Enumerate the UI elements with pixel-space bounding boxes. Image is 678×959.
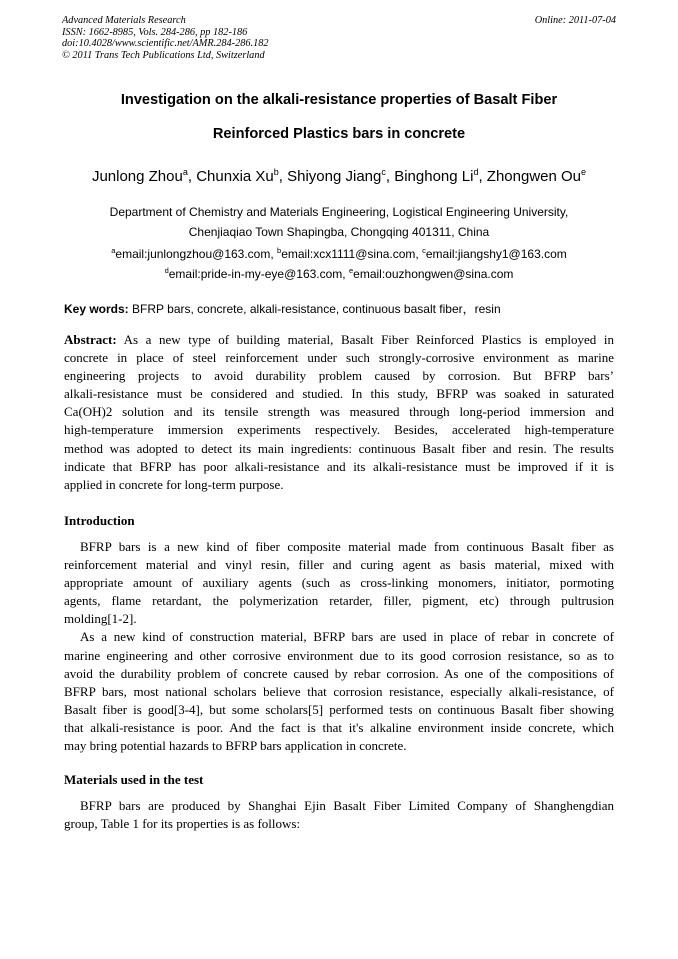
- keywords: [64, 300, 616, 317]
- intro-line: BFRP bars is a new kind of fiber composite material made from continuous Basalt fiber as: [80, 539, 614, 554]
- author-name: Zhongwen Ou: [486, 168, 582, 185]
- paper-title-line-1: Investigation on the alkali-resistance properties of Basalt Fiber: [120, 92, 558, 108]
- journal-header: [62, 15, 616, 61]
- intro-line: marine engineering and other corrosive environment due to its good corrosion resistance, so as to: [64, 647, 614, 663]
- intro-line: that alkali-resistance is poor. And the fact is that it's alkaline environment inside concrete, which: [64, 719, 614, 735]
- author-mark: e: [581, 167, 587, 177]
- abstract-line: method was adopted to detect its main ingredients: continuous Basalt fiber and resin. The results: [64, 440, 614, 456]
- intro-line: avoid the durability problem of concrete caused by rebar corrosion. As one of the compositions of: [64, 665, 614, 681]
- author-name: Binghong Li: [394, 168, 474, 185]
- copyright-line: © 2011 Trans Tech Publications Ltd, Switzerland: [62, 49, 265, 61]
- email-address: email:xcx1111@sina.com,: [281, 247, 423, 261]
- intro-line: agents, flame retardant, the polymerization retarder, filler, pigment, etc) through pultrusion: [64, 593, 614, 609]
- paper-title-line-2: Reinforced Plastics bars in concrete: [212, 126, 466, 142]
- keywords-label: Key words:: [64, 302, 129, 316]
- materials-body: [64, 797, 614, 833]
- abstract-line: concrete in place of steel reinforcement under such strongly-corrosive environment as marine: [64, 350, 614, 366]
- abstract-line: indicate that BFRP has poor alkali-resistance and its alkali-resistance must be improved if it is: [64, 458, 614, 474]
- email-address: email:jiangshy1@163.com: [425, 247, 567, 261]
- journal-name: Advanced Materials Research: [62, 15, 186, 26]
- email-mark: d: [164, 266, 169, 275]
- affiliation-line-1: Department of Chemistry and Materials Engineering, Logistical Engineering University,: [109, 205, 569, 219]
- email-block: [62, 244, 616, 284]
- affiliation-line-2: Chenjiaqiao Town Shapingba, Chongqing 401311, China: [188, 225, 490, 239]
- abstract-line: [64, 331, 614, 349]
- abstract-label: Abstract:: [64, 332, 117, 347]
- intro-line: molding[1-2].: [64, 611, 137, 627]
- author-mark: d: [473, 167, 479, 177]
- section-heading-materials: Materials used in the test: [64, 772, 204, 787]
- abstract-line: engineering projects to avoid durability problem caused by corrosion. But BFRP bars’: [64, 368, 614, 384]
- online-date: Online: 2011-07-04: [534, 15, 616, 26]
- email-line-1: [62, 244, 616, 264]
- abstract-text: As a new type of building material, Basalt Fiber Reinforced Plastics is employed in: [116, 332, 614, 347]
- introduction-body: [64, 538, 614, 755]
- section-heading-introduction: Introduction: [64, 513, 135, 528]
- doi-line: doi:10.4028/www.scientific.net/AMR.284-286.182: [62, 38, 269, 50]
- author-separator: ,: [478, 168, 487, 185]
- issn-line: ISSN: 1662-8985, Vols. 284-286, pp 182-186: [62, 26, 248, 38]
- abstract-line: high-temperature immersion experiments respectively. Besides, accelerated high-temperature: [64, 422, 614, 438]
- intro-line: may bring potential hazards to BFRP bars application in concrete.: [64, 738, 407, 754]
- email-mark: b: [277, 246, 282, 255]
- email-mark: c: [422, 246, 426, 255]
- email-mark: a: [111, 246, 116, 255]
- materials-line: group, Table 1 for its properties is as follows:: [64, 816, 301, 832]
- author-separator: ,: [385, 168, 395, 185]
- email-line-2: [62, 264, 616, 284]
- email-address: email:pride-in-my-eye@163.com,: [168, 267, 349, 281]
- keywords-text: BFRP bars, concrete, alkali-resistance, continuous basalt fiber，resin: [128, 302, 501, 316]
- author-name: Junlong Zhou: [91, 168, 183, 185]
- author-name: Chunxia Xu: [196, 168, 274, 185]
- author-separator: ,: [278, 168, 288, 185]
- abstract: [64, 331, 614, 494]
- intro-line: reinforcement material and vinyl resin, filler and curing agent as basis material, mixed with: [64, 557, 614, 573]
- email-address: email:junlongzhou@163.com,: [115, 247, 278, 261]
- author-separator: ,: [187, 168, 197, 185]
- intro-line: Basalt fiber is good[3-4], but some scholars[5] performed tests on continuous Basalt fiber showing: [64, 701, 614, 717]
- email-address: email:ouzhongwen@sina.com: [353, 267, 514, 281]
- abstract-line: alkali-resistance must be considered and studied. In this study, BFRP was soaked in saturated: [64, 386, 614, 402]
- abstract-line: applied in concrete for long-term purpose.: [64, 476, 284, 492]
- abstract-line: Ca(OH)2 solution and its tensile strength was measured through long-period immersion and: [64, 404, 614, 420]
- intro-line: BFRP bars, most national scholars believe that corrosion resistance, especially alkali-resistance, of: [64, 683, 614, 699]
- materials-line: BFRP bars are produced by Shanghai Ejin Basalt Fiber Limited Company of Shanghengdian: [80, 798, 614, 813]
- author-mark: b: [273, 167, 279, 177]
- affiliation: [62, 202, 616, 242]
- intro-line: appropriate amount of auxiliary agents (such as cross-linking monomers, initiator, pormoting: [64, 575, 614, 591]
- author-mark: a: [182, 167, 188, 177]
- intro-line: As a new kind of construction material, BFRP bars are used in place of rebar in concrete of: [80, 629, 614, 645]
- author-mark: c: [381, 167, 386, 177]
- author-list: [40, 168, 638, 185]
- email-mark: e: [348, 266, 354, 275]
- author-name: Shiyong Jiang: [287, 168, 382, 185]
